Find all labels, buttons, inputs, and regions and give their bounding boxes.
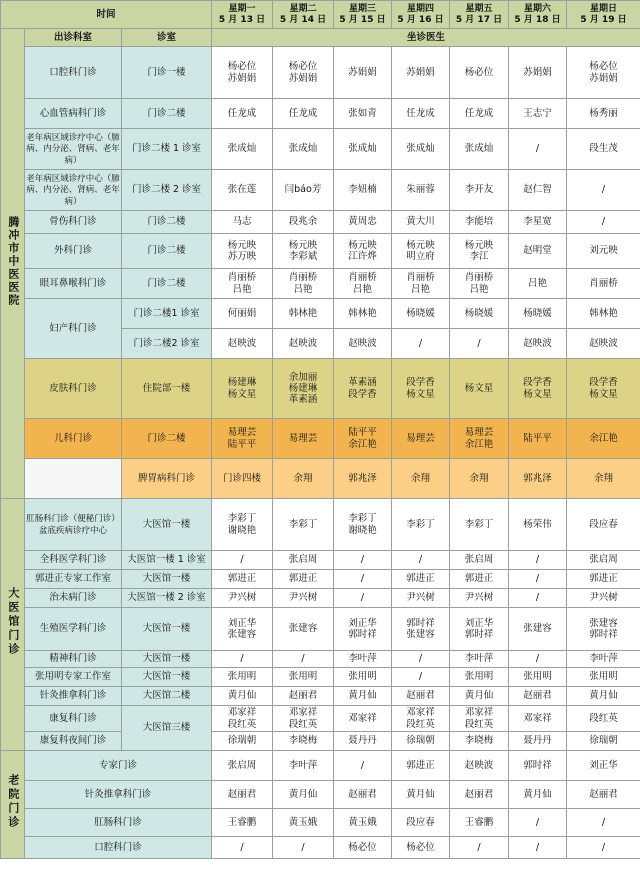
doctor-cell: 杨文星 [450,359,509,419]
doctor-cell: 杨荣伟 [509,499,567,551]
department-name: 康复科夜间门诊 [25,732,122,751]
table-row [1,608,640,651]
doctor-cell: 肖丽桥 吕艳 [392,269,450,299]
doctor-cell: / [392,668,450,687]
doctor-cell: 任龙成 [273,99,334,129]
doctor-cell: 赵映波 [450,751,509,781]
doctor-cell: / [392,551,450,570]
doctor-cell: 郭时祥 张建容 [392,608,450,651]
department-name: 口腔科门诊 [25,47,122,99]
doctor-cell: 张启周 [212,751,273,781]
doctor-cell: 任龙成 [212,99,273,129]
room-name: 大医馆一楼 [122,570,212,589]
doctor-cell: 任龙成 [450,99,509,129]
doctor-cell: / [212,651,273,668]
doctor-cell: 闫báo芳 [273,170,334,211]
doctor-cell: 赵丽君 [334,781,392,809]
doctor-cell: 朱丽蓉 [392,170,450,211]
table-row [1,837,640,859]
department-name: 生殖医学科门诊 [25,608,122,651]
doctor-cell: 郭兆泽 [334,459,392,499]
doctor-cell: 刘正华 [567,751,640,781]
doctor-cell: 苏娟娟 [392,47,450,99]
doctor-cell: 肖丽桥 吕艳 [273,269,334,299]
doctor-cell: 赵丽君 [567,781,640,809]
table-row [1,170,640,211]
doctor-cell: / [392,651,450,668]
room-name: 大医馆一楼 1 诊室 [122,551,212,570]
doctor-cell: 杨元映 明立府 [392,234,450,269]
doctor-cell: 段兆余 [273,211,334,234]
doctor-cell: 李妞楠 [334,170,392,211]
doctor-cell: 邓家祥 段红英 [273,706,334,732]
doctor-cell: / [273,837,334,859]
doctor-cell: / [509,570,567,589]
table-row [1,359,640,419]
doctor-cell: 李叶萍 [334,651,392,668]
doctor-cell: / [212,551,273,570]
doctor-cell: 郭兆泽 [509,459,567,499]
department-name: 治未病门诊 [25,589,122,608]
doctor-cell: / [450,837,509,859]
table-row [1,551,640,570]
doctor-cell: 黄月仙 [509,781,567,809]
table-row [1,47,640,99]
group-label-empty [25,459,122,499]
doctor-cell: 郭进正 [392,570,450,589]
doctor-cell: 李晓梅 [450,732,509,751]
doctor-cell: 韩林艳 [567,299,640,329]
doctor-cell: 余江艳 [567,419,640,459]
doctor-cell: 赵丽君 [450,781,509,809]
doctor-cell: 郭进正 [450,570,509,589]
table-row [1,687,640,706]
doctor-cell: 张成灿 [392,129,450,170]
doctor-cell: 杨晓媛 [509,299,567,329]
doctor-cell: 肖丽桥 [567,269,640,299]
room-name: 门诊二楼2 诊室 [122,329,212,359]
day-header: 星期六 5 月 18 日 [509,1,567,29]
doctor-cell: 杨元映 江许烨 [334,234,392,269]
doctor-cell: 张用明 [334,668,392,687]
doctor-cell: 李彩丁 谢晓艳 [212,499,273,551]
room-name: 门诊一楼 [122,47,212,99]
doctor-cell: 赵丽君 [509,687,567,706]
doctor-cell: 李叶萍 [567,651,640,668]
doctor-cell: 赵映波 [509,329,567,359]
doctor-cell: 易理芸 陆平平 [212,419,273,459]
table-row [1,234,640,269]
doctor-cell: 肖丽桥 吕艳 [450,269,509,299]
doctor-cell: / [509,129,567,170]
doctor-cell: 何丽娟 [212,299,273,329]
doctor-cell: 苏娟娟 [334,47,392,99]
doctor-cell: 段应春 [567,499,640,551]
doctor-cell: 张用明 [273,668,334,687]
doctor-cell: 易理芸 余江艳 [450,419,509,459]
department-name: 康复科门诊 [25,706,122,732]
doctor-cell: 尹兴树 [273,589,334,608]
doctor-cell: 余翔 [273,459,334,499]
doctor-cell: 杨元映 李彩斌 [273,234,334,269]
room-name: 门诊二楼 [122,419,212,459]
doctor-cell: 黄大川 [392,211,450,234]
doctor-cell: 李星宽 [509,211,567,234]
doctor-cell: 赵映波 [567,329,640,359]
doctor-cell: 张在莲 [212,170,273,211]
department-name: 老年病区域诊疗中心（肺病、内分泌、肾病、老年病） [25,170,122,211]
department-name: 妇产科门诊 [25,299,122,359]
doctor-cell: 张启周 [450,551,509,570]
doctor-cell: 徐瑞朝 [212,732,273,751]
room-name: 门诊二楼 [122,211,212,234]
doctor-cell: 赵仁智 [509,170,567,211]
doctor-cell: 苏娟娟 [509,47,567,99]
doctor-cell: 邓家祥 [509,706,567,732]
department-name: 专家门诊 [25,751,212,781]
doctor-cell: 易理芸 [273,419,334,459]
doctor-cell: 杨晓媛 [392,299,450,329]
doctor-cell: 肖丽桥 吕艳 [212,269,273,299]
doctor-cell: 刘元映 [567,234,640,269]
doctor-cell: / [509,651,567,668]
doctor-cell: 刘正华 郭时祥 [450,608,509,651]
doctor-cell: 杨晓媛 [450,299,509,329]
doctor-cell: 黄玉娥 [273,809,334,837]
room-name: 门诊二楼 2 诊室 [122,170,212,211]
doctor-cell: 徐瑞朝 [392,732,450,751]
department-name: 针灸推拿科门诊 [25,781,212,809]
room-name: 大医馆一楼 [122,499,212,551]
department-name: 张用明专家工作室 [25,668,122,687]
doctor-cell: 张启周 [567,551,640,570]
doctor-cell: 尹兴树 [392,589,450,608]
doctor-cell: 李晓梅 [273,732,334,751]
table-row [1,570,640,589]
doctor-cell: 赵丽君 [212,781,273,809]
doctor-cell: / [334,589,392,608]
doctor-cell: / [212,837,273,859]
doctor-cell: 余翔 [450,459,509,499]
room-name: 大医馆一楼 [122,651,212,668]
doctor-cell: / [567,809,640,837]
doctor-cell: 吕艳 [509,269,567,299]
room-name: 门诊二楼 [122,234,212,269]
department-name: 口腔科门诊 [25,837,212,859]
doctor-cell: 张成灿 [334,129,392,170]
doctor-cell: 张用明 [212,668,273,687]
doctor-cell: 韩林艳 [334,299,392,329]
doctor-cell: 黄玉娥 [334,809,392,837]
doctor-cell: 张建容 郭时祥 [567,608,640,651]
doctor-cell: 李开友 [450,170,509,211]
room-name: 大医馆二楼 [122,687,212,706]
table-row [1,129,640,170]
doctor-cell: 杨必位 [334,837,392,859]
doctor-cell: 杨元映 李江 [450,234,509,269]
department-name: 儿科门诊 [25,419,122,459]
day-header: 星期五 5 月 17 日 [450,1,509,29]
doctor-cell: 赵映波 [212,329,273,359]
doctor-cell: / [509,809,567,837]
table-row [1,781,640,809]
room-name: 大医馆一楼 2 诊室 [122,589,212,608]
doctor-cell: 黄周忠 [334,211,392,234]
doctor-cell: 黄月仙 [392,781,450,809]
doctor-cell: / [567,211,640,234]
doctor-cell: 徐瑞朝 [567,732,640,751]
department-name: 肛肠科门诊 [25,809,212,837]
table-row [1,732,640,751]
doctor-cell: 邓家祥 段红英 [450,706,509,732]
room-name: 门诊二楼1 诊室 [122,299,212,329]
group-label-big-clinic: 大医馆门诊 [1,499,25,751]
dept-column-header: 出诊科室 [25,29,122,47]
room-name: 门诊二楼 [122,269,212,299]
doctor-cell: 肖丽桥 吕艳 [334,269,392,299]
doctor-cell: 赵丽君 [392,687,450,706]
doctor-cell: / [567,170,640,211]
day-header: 星期日 5 月 19 日 [567,1,640,29]
doctor-cell: 张用明 [509,668,567,687]
doctor-cell: 杨元映 苏万映 [212,234,273,269]
header-row-days [1,1,640,29]
doctor-cell: 任龙成 [392,99,450,129]
doctor-cell: 李叶萍 [273,751,334,781]
doctor-cell: 刘正华 郭时祥 [334,608,392,651]
room-name: 大医馆一楼 [122,608,212,651]
department-name: 精神科门诊 [25,651,122,668]
department-name: 针灸推拿科门诊 [25,687,122,706]
doctor-cell: 黄月仙 [567,687,640,706]
department-name: 心血管病科门诊 [25,99,122,129]
doctor-cell: 邓家祥 [334,706,392,732]
department-name: 皮肤科门诊 [25,359,122,419]
doctor-cell: 杨必位 [450,47,509,99]
doctor-cell: 杨必位 苏娟娟 [273,47,334,99]
table-row [1,99,640,129]
doctor-cell: 张如青 [334,99,392,129]
doctor-cell: / [450,329,509,359]
table-row [1,706,640,732]
doctor-cell: / [509,551,567,570]
room-name: 大医馆三楼 [122,706,212,751]
doctor-cell: / [334,551,392,570]
room-name: 大医馆一楼 [122,668,212,687]
doctor-cell: 段生茂 [567,129,640,170]
room-name: 门诊二楼 [122,99,212,129]
doctor-cell: 李彩丁 谢晓艳 [334,499,392,551]
doctor-cell: 余加丽 杨建琳 革素涵 [273,359,334,419]
doctor-cell: 张启周 [273,551,334,570]
doctor-cell: 李彩丁 [392,499,450,551]
doctor-cell: 韩林艳 [273,299,334,329]
table-row [1,211,640,234]
doctor-cell: 王志宁 [509,99,567,129]
doctor-cell: 尹兴树 [212,589,273,608]
doctor-cell: 黄月仙 [450,687,509,706]
doctor-cell: 尹兴树 [450,589,509,608]
doctor-cell: 李能培 [450,211,509,234]
doctor-cell: 张成灿 [212,129,273,170]
doctor-cell: 陆平平 余江艳 [334,419,392,459]
doctor-cell: 赵明堂 [509,234,567,269]
day-header: 星期四 5 月 16 日 [392,1,450,29]
time-label: 时间 [1,1,212,29]
department-name: 郭进正专家工作室 [25,570,122,589]
doctor-cell: 张成灿 [450,129,509,170]
department-name: 老年病区域诊疗中心（肺病、内分泌、肾病、老年病） [25,129,122,170]
table-row [1,419,640,459]
doctor-cell: 易理芸 [392,419,450,459]
doctor-cell: 聂丹丹 [509,732,567,751]
room-name: 住院部一楼 [122,359,212,419]
doctor-cell: 杨秀丽 [567,99,640,129]
doctor-cell: 郭进正 [392,751,450,781]
room-name: 门诊二楼 1 诊室 [122,129,212,170]
doctor-cell: 邓家祥 段红英 [392,706,450,732]
table-row [1,299,640,329]
doctor-cell: / [334,570,392,589]
day-header: 星期一 5 月 13 日 [212,1,273,29]
department-name: 脾胃病科门诊 [122,459,212,499]
doctor-cell: 尹兴树 [567,589,640,608]
doctor-cell: 段应春 [392,809,450,837]
day-header: 星期二 5 月 14 日 [273,1,334,29]
table-row [1,459,640,499]
doctor-cell: 郭进正 [212,570,273,589]
doctor-cell: 段学香 杨文星 [392,359,450,419]
doctor-cell: 刘正华 张建容 [212,608,273,651]
doctor-cell: 张建容 [509,608,567,651]
department-name: 外科门诊 [25,234,122,269]
doctor-cell: / [567,837,640,859]
doctor-cell: 张建容 [273,608,334,651]
doctor-cell: 张用明 [567,668,640,687]
doctor-cell: 杨建琳 杨文星 [212,359,273,419]
doctor-cell: 余翔 [392,459,450,499]
day-header: 星期三 5 月 15 日 [334,1,392,29]
doctor-cell: 郭时祥 [509,751,567,781]
table-row [1,499,640,551]
doctor-cell: 邓家祥 段红英 [212,706,273,732]
table-row [1,269,640,299]
doctor-cell: / [273,651,334,668]
doctor-cell: 李彩丁 [273,499,334,551]
doctor-cell: 杨必位 [392,837,450,859]
table-row [1,651,640,668]
doctor-cell: / [392,329,450,359]
doctor-cell: 杨必位 苏娟娟 [567,47,640,99]
doctor-cell: 陆平平 [509,419,567,459]
header-row-columns [1,29,640,47]
doctor-cell: 李叶萍 [450,651,509,668]
doctor-cell: 郭进正 [567,570,640,589]
group-label-old-hospital: 老院门诊 [1,751,25,859]
room-column-header: 诊室 [122,29,212,47]
doctor-cell: 黄月仙 [334,687,392,706]
doctor-cell: 黄月仙 [212,687,273,706]
table-row [1,589,640,608]
department-name: 肛肠科门诊（便秘门诊）盆底疾病诊疗中心 [25,499,122,551]
doctor-cell: 李彩丁 [450,499,509,551]
doctor-cell: 段红英 [567,706,640,732]
table-row [1,809,640,837]
doctor-cell: 赵映波 [273,329,334,359]
doctor-cell: 王睿鹏 [212,809,273,837]
doctor-cell: 王睿鹏 [450,809,509,837]
doctor-cell: 赵映波 [334,329,392,359]
table-row [1,668,640,687]
doctor-cell: / [509,589,567,608]
doctor-cell: 杨必位 苏娟娟 [212,47,273,99]
doctor-cell: 张用明 [450,668,509,687]
doctor-cell: 余翔 [567,459,640,499]
doctor-cell: 段学香 杨文星 [567,359,640,419]
doctor-cell: 革素涵 段学香 [334,359,392,419]
doctor-cell: 马志 [212,211,273,234]
doctor-cell: 黄月仙 [273,781,334,809]
doctor-cell: 段学香 杨文星 [509,359,567,419]
doctor-cell: 聂丹丹 [334,732,392,751]
room-name: 门诊四楼 [212,459,273,499]
doctor-cell: 张成灿 [273,129,334,170]
department-name: 眼耳鼻喉科门诊 [25,269,122,299]
group-label-hospital: 腾冲市中医医院 [1,29,25,499]
doctor-cell: / [334,751,392,781]
doctor-column-header: 坐诊医生 [212,29,640,47]
table-row [1,751,640,781]
department-name: 骨伤科门诊 [25,211,122,234]
department-name: 全科医学科门诊 [25,551,122,570]
doctor-cell: / [509,837,567,859]
doctor-cell: 郭进正 [273,570,334,589]
doctor-cell: 赵丽君 [273,687,334,706]
